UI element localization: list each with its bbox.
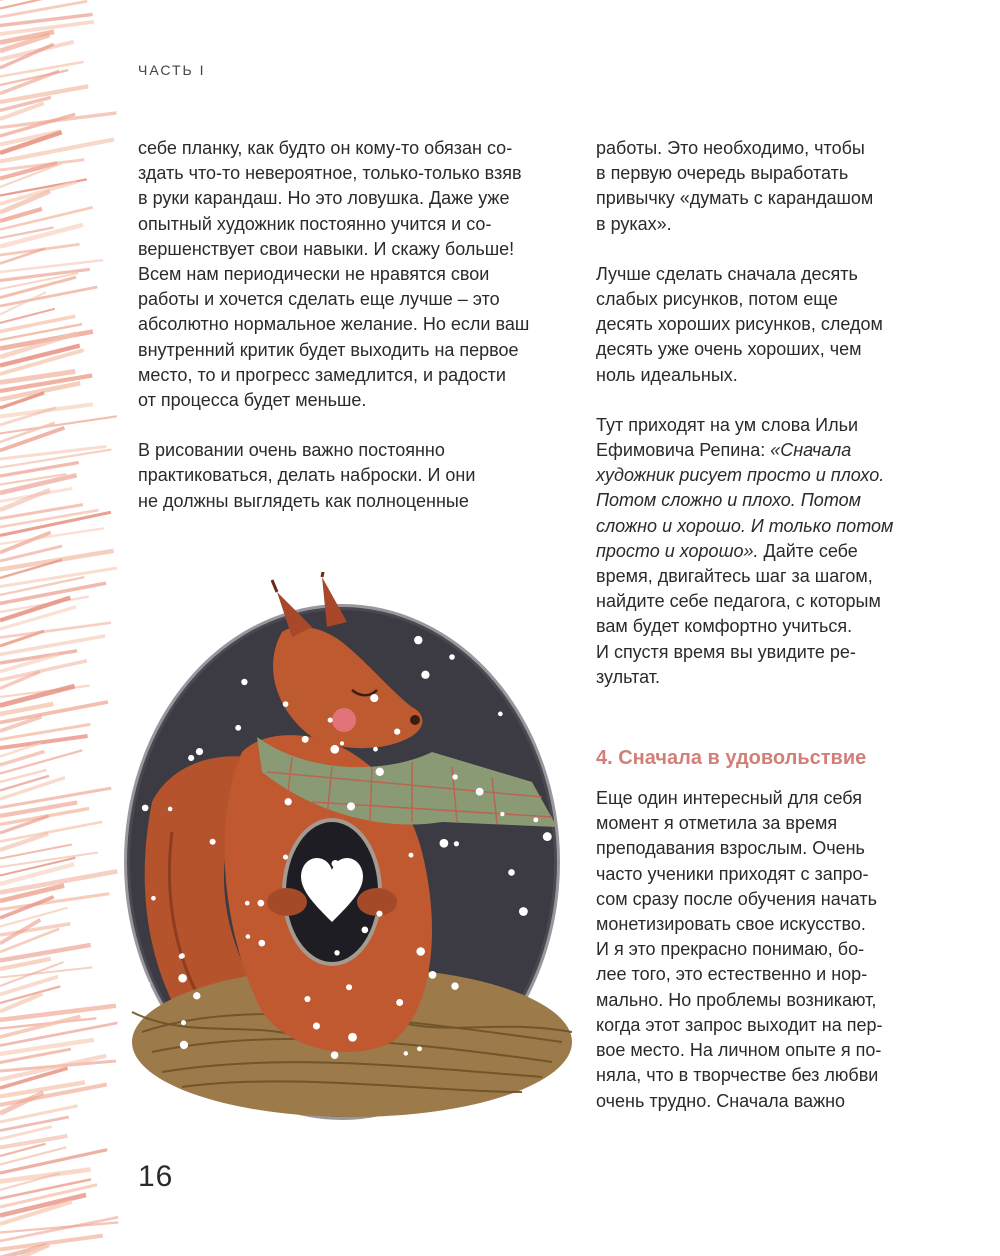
pencil-stroke	[0, 1222, 118, 1232]
pencil-stroke	[0, 287, 97, 306]
snowflake	[302, 736, 309, 743]
snowflake	[514, 663, 522, 671]
pink-cheek	[332, 708, 356, 732]
snowflake	[188, 755, 194, 761]
pencil-stroke	[0, 316, 75, 331]
snowflake	[454, 841, 459, 846]
section-heading: 4. Сначала в удовольствие	[596, 747, 867, 770]
snowflake	[328, 718, 333, 723]
snowflake	[440, 839, 449, 848]
snowflake	[140, 704, 147, 711]
pencil-stroke	[0, 636, 105, 655]
snowflake	[448, 621, 454, 627]
snowflake	[409, 853, 414, 858]
snowflake	[181, 1020, 186, 1025]
snowflake	[151, 896, 156, 901]
pencil-stroke	[0, 583, 106, 603]
snowflake	[370, 694, 378, 702]
snowflake	[361, 927, 368, 934]
snowflake	[348, 1033, 357, 1042]
snowflake	[451, 982, 458, 989]
right-paragraph-2: Лучше сделать сначала десять слабых рисунков, потом еще десять хороших рисунков, следом десять уже очень хороших, чем ноль идеальных.	[596, 263, 883, 385]
snowflake	[347, 802, 355, 810]
snowflake	[193, 992, 200, 999]
snowflake	[150, 709, 155, 714]
snowflake	[421, 671, 429, 679]
snowflake	[139, 715, 148, 724]
left-paragraph-2: В рисовании очень важно постоянно практиковаться, делать наброски. И они не должны выглядеть как полноценные	[138, 440, 476, 511]
left-paragraph-1: себе планку, как будто он кому-то обязан со- здать что-то невероятное, только-только взяв в руки карандаш. Но это ловушка. Даже уже опытный художник постоянно учится и со- вершенствует свои навыки. И скажу больше! Всем нам периодически не нравятся свои работы и хочется сделать еще лучше – это абсолютно нормальное желание. Но если ваш внутренний критик будет выходить на первое место, то и прогресс замедлится, и радости от процесса будет меньше.	[138, 138, 530, 411]
snowflake	[196, 748, 203, 755]
repin-quote-paragraph: Тут приходят на ум слова Ильи Ефимовича Репина: «Сначала художник рисует просто и плохо. Потом сложно и плохо. Потом сложно и хорошо. И только потом просто и хорошо». Дайте себе время, двигайтесь шаг за шагом, найдите себе педагога, с которым вам будет комфортно учиться. И спустя время вы увидите ре- зультат.	[596, 414, 894, 687]
snowflake	[283, 701, 289, 707]
left-text-column	[138, 136, 578, 514]
snowflake	[376, 911, 382, 917]
snowflake	[539, 693, 544, 698]
snowflake	[330, 745, 339, 754]
snowflake	[245, 901, 250, 906]
snowflake	[394, 729, 400, 735]
right-paragraph-1: работы. Это необходимо, чтобы в первую очередь выработать привычку «думать с карандашом в руках».	[596, 138, 874, 234]
snowflake	[476, 788, 484, 796]
snowflake	[404, 1051, 408, 1055]
snowflake	[331, 1051, 339, 1059]
snowflake	[346, 984, 352, 990]
snowflake	[396, 999, 403, 1006]
snowflake	[417, 1046, 422, 1051]
snowflake	[142, 805, 149, 812]
snowflake	[517, 688, 522, 693]
pencil-stroke	[0, 1, 87, 17]
snowflake	[500, 812, 504, 816]
snowflake	[519, 907, 528, 916]
snowflake	[449, 654, 455, 660]
snowflake	[543, 832, 552, 841]
snowflake	[257, 900, 264, 907]
snowflake	[376, 768, 384, 776]
snowflake	[533, 817, 538, 822]
snowflake	[179, 953, 184, 958]
snowflake	[508, 869, 515, 876]
snowflake	[429, 971, 437, 979]
right-text-column	[596, 136, 936, 1114]
pencil-stroke	[0, 661, 87, 680]
snowflake	[537, 647, 545, 655]
snowflake	[168, 807, 173, 812]
snowflake	[334, 950, 339, 955]
pencil-stroke	[0, 977, 58, 995]
pencil-stroke	[0, 528, 104, 544]
snowflake	[304, 996, 310, 1002]
snowflake	[313, 1023, 320, 1030]
snowflake	[520, 624, 528, 632]
page-number: 16	[138, 1160, 174, 1193]
snowflake	[452, 774, 457, 779]
snowflake	[285, 798, 292, 805]
pencil-stroke	[0, 776, 49, 791]
snowflake	[340, 741, 344, 745]
squirrel-illustration	[112, 572, 582, 1132]
snowflake	[283, 855, 288, 860]
snowflake	[210, 839, 216, 845]
snowflake	[414, 636, 422, 644]
snowflake	[258, 940, 265, 947]
running-head-part: ЧАСТЬ I	[138, 62, 206, 78]
snowflake	[235, 725, 241, 731]
pencil-stroke	[0, 1006, 116, 1020]
snowflake	[498, 712, 503, 717]
snowflake	[190, 665, 195, 670]
repin-quote: «Сначала	[770, 440, 852, 461]
snowflake	[180, 1041, 188, 1049]
pencil-stroke	[0, 924, 70, 935]
snowflake	[246, 934, 251, 939]
snowflake	[373, 747, 378, 752]
snowflake	[241, 679, 247, 685]
snowflake	[416, 947, 425, 956]
section-paragraph: Еще один интересный для себя момент я отметила за время преподавания взрослым. Очень часто ученики приходят с запро- сом сразу после обучения начать монетизировать свое искусство. И я это прекрасно понимаю, бо- лее того, это естественно и нор- мально. Но проблемы возникают, когда этот запрос выходит на пер- вое место. На личном опыте я по- няла, что в творчестве без любви очень трудно. Сначала важно	[596, 788, 883, 1111]
pencil-stroke	[0, 822, 102, 842]
snowflake	[146, 982, 150, 986]
snowflake	[178, 974, 187, 983]
snowflake	[332, 860, 339, 867]
